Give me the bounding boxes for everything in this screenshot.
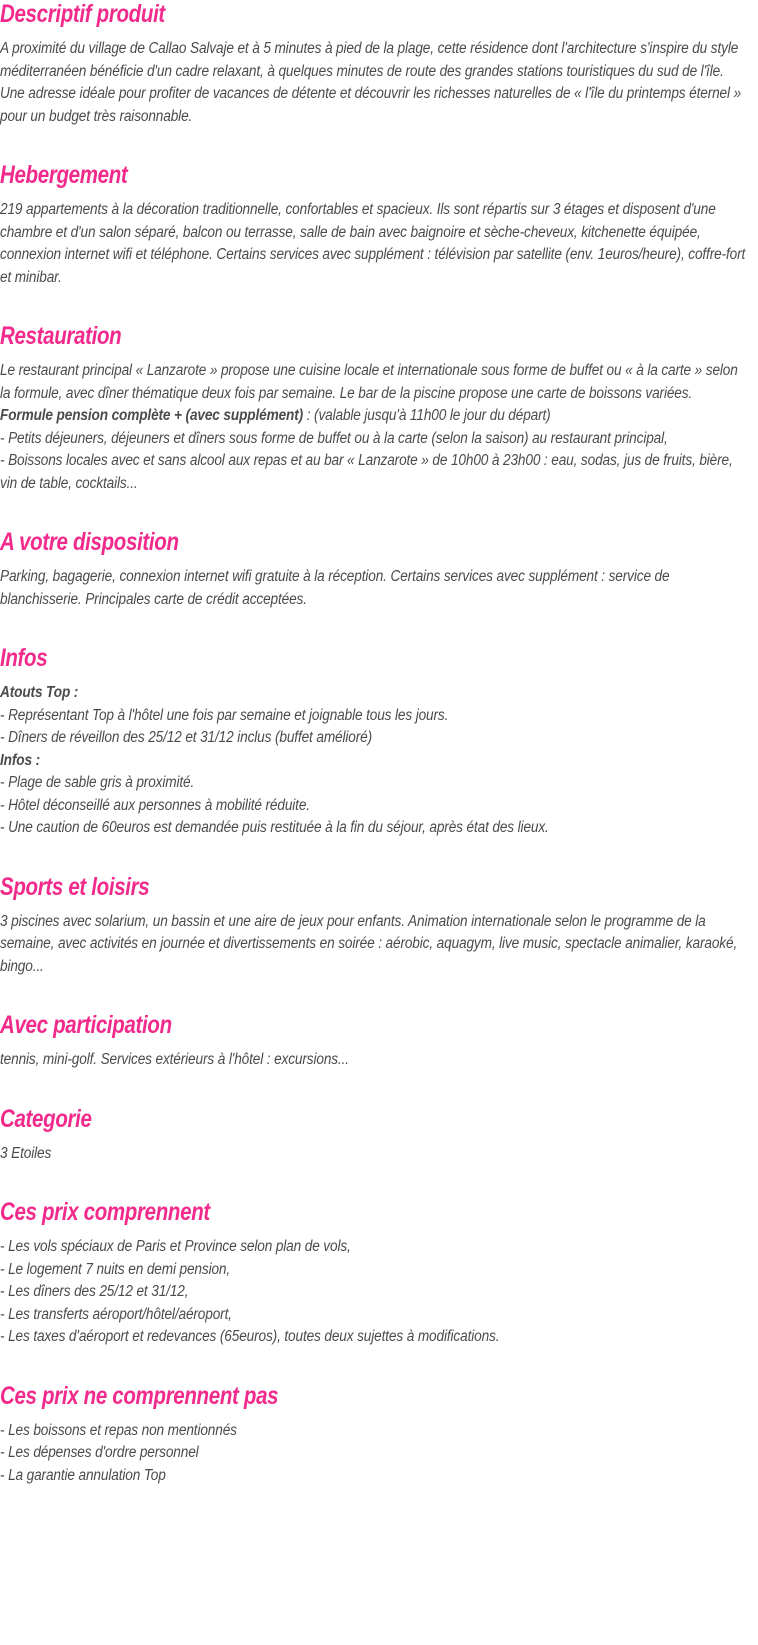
formule-pension-item: - Boissons locales avec et sans alcool aux repas et au bar « Lanzarote » de 10h00 à 23h00 : eau, sodas, jus de fruits, bière, vin de table, cocktails... [0,452,733,492]
included-item: - Les transferts aéroport/hôtel/aéroport, [0,1305,232,1323]
section-paragraph: Le restaurant principal « Lanzarote » propose une cuisine locale et internationale sous forme de buffet ou « à la carte » selon la formule, avec dîner thématique deux fois par semaine. Le bar de la piscine propose une carte de boissons variées. [0,362,738,402]
section-heading-restauration: Restauration [0,322,122,350]
section-categorie [0,1105,750,1166]
section-heading-infos: Infos [0,644,48,672]
excluded-list [0,1420,750,1488]
section-paragraph: 3 piscines avec solarium, un bassin et une aire de jeux pour enfants. Animation internationale selon le programme de la semaine, avec activités en journée et divertissements en soirée : aérobic, aquagym, live music, spectacle animalier, karaoké, bingo... [0,912,738,975]
section-ces-prix-ne-comprennent-pas [0,1382,750,1488]
section-descriptif-produit [0,0,750,128]
included-item: - Les taxes d'aéroport et redevances (65euros), toutes deux sujettes à modifications. [0,1328,500,1345]
section-heading-ces-prix-comprennent: Ces prix comprennent [0,1198,210,1226]
section-ces-prix-comprennent [0,1198,750,1349]
section-sports-et-loisirs [0,873,750,979]
section-a-votre-disposition [0,528,750,611]
infos-item: - Une caution de 60euros est demandée puis restituée à la fin du séjour, après état des lieux. [0,819,549,836]
infos-label [0,750,750,773]
formule-pension-item: - Petits déjeuners, déjeuners et dîners sous forme de buffet ou à la carte (selon la saison) au restaurant principal, [0,429,668,447]
categorie-value: 3 Etoiles [0,1144,52,1162]
atouts-top-label [0,682,750,705]
section-paragraph: A proximité du village de Callao Salvaje et à 5 minutes à pied de la plage, cette résidence dont l'architecture s'inspire du style méditerranéen bénéficie d'un cadre relaxant, à quelques minutes de route des grandes stations touristiques du sud de l'île. Une adresse idéale pour profiter de vacances de détente et découvrir les richesses naturelles de « l'île du printemps éternel » pour un budget très raisonnable. [0,40,742,125]
section-heading-sports-et-loisirs: Sports et loisirs [0,872,150,901]
section-heading-categorie: Categorie [0,1104,92,1133]
included-item: - Les vols spéciaux de Paris et Province selon plan de vols, [0,1238,351,1255]
section-restauration [0,322,750,495]
formule-pension-label-bold: Formule pension complète + (avec supplément) [0,407,304,424]
section-heading-ces-prix-ne-comprennent-pas: Ces prix ne comprennent pas [0,1381,279,1410]
infos-item: - Plage de sable gris à proximité. [0,774,195,791]
atouts-top-item: - Dîners de réveillon des 25/12 et 31/12 inclus (buffet amélioré) [0,729,373,746]
section-paragraph: tennis, mini-golf. Services extérieurs à l'hôtel : excursions... [0,1051,349,1068]
formule-pension-label-suffix: : (valable jusqu'à 11h00 le jour du départ) [303,407,551,424]
section-paragraph: 219 appartements à la décoration traditionnelle, confortables et spacieux. Ils sont répartis sur 3 étages et disposent d'une chambre et d'un salon séparé, balcon ou terrasse, salle de bain avec baignoire et sèche-cheveux, kitchenette équipée, connexion internet wifi et téléphone. Certains services avec supplément : télévision par satellite (env. 1euros/heure), coffre-fort et minibar. [0,201,746,286]
section-paragraph: Parking, bagagerie, connexion internet wifi gratuite à la réception. Certains services avec supplément : service de blanchisserie. Principales carte de crédit acceptées. [0,568,670,608]
infos-item: - Hôtel déconseillé aux personnes à mobilité réduite. [0,796,310,814]
excluded-item: - Les dépenses d'ordre personnel [0,1444,199,1461]
formule-pension-label [0,405,750,428]
infos-label-text: Infos : [0,751,40,769]
section-heading-hebergement: Hebergement [0,161,128,189]
section-heading-a-votre-disposition: A votre disposition [0,528,179,556]
section-hebergement [0,161,750,289]
excluded-item: - Les boissons et repas non mentionnés [0,1421,237,1439]
included-item: - Le logement 7 nuits en demi pension, [0,1260,231,1278]
section-infos [0,644,750,840]
section-heading-avec-participation: Avec participation [0,1011,172,1039]
atouts-top-label-text: Atouts Top : [0,684,79,701]
atouts-top-item: - Représentant Top à l'hôtel une fois par semaine et joignable tous les jours. [0,706,449,724]
included-item: - Les dîners des 25/12 et 31/12, [0,1283,189,1300]
section-avec-participation [0,1011,750,1072]
section-heading-descriptif-produit: Descriptif produit [0,0,165,28]
excluded-item: - La garantie annulation Top [0,1466,166,1484]
included-list [0,1236,750,1349]
